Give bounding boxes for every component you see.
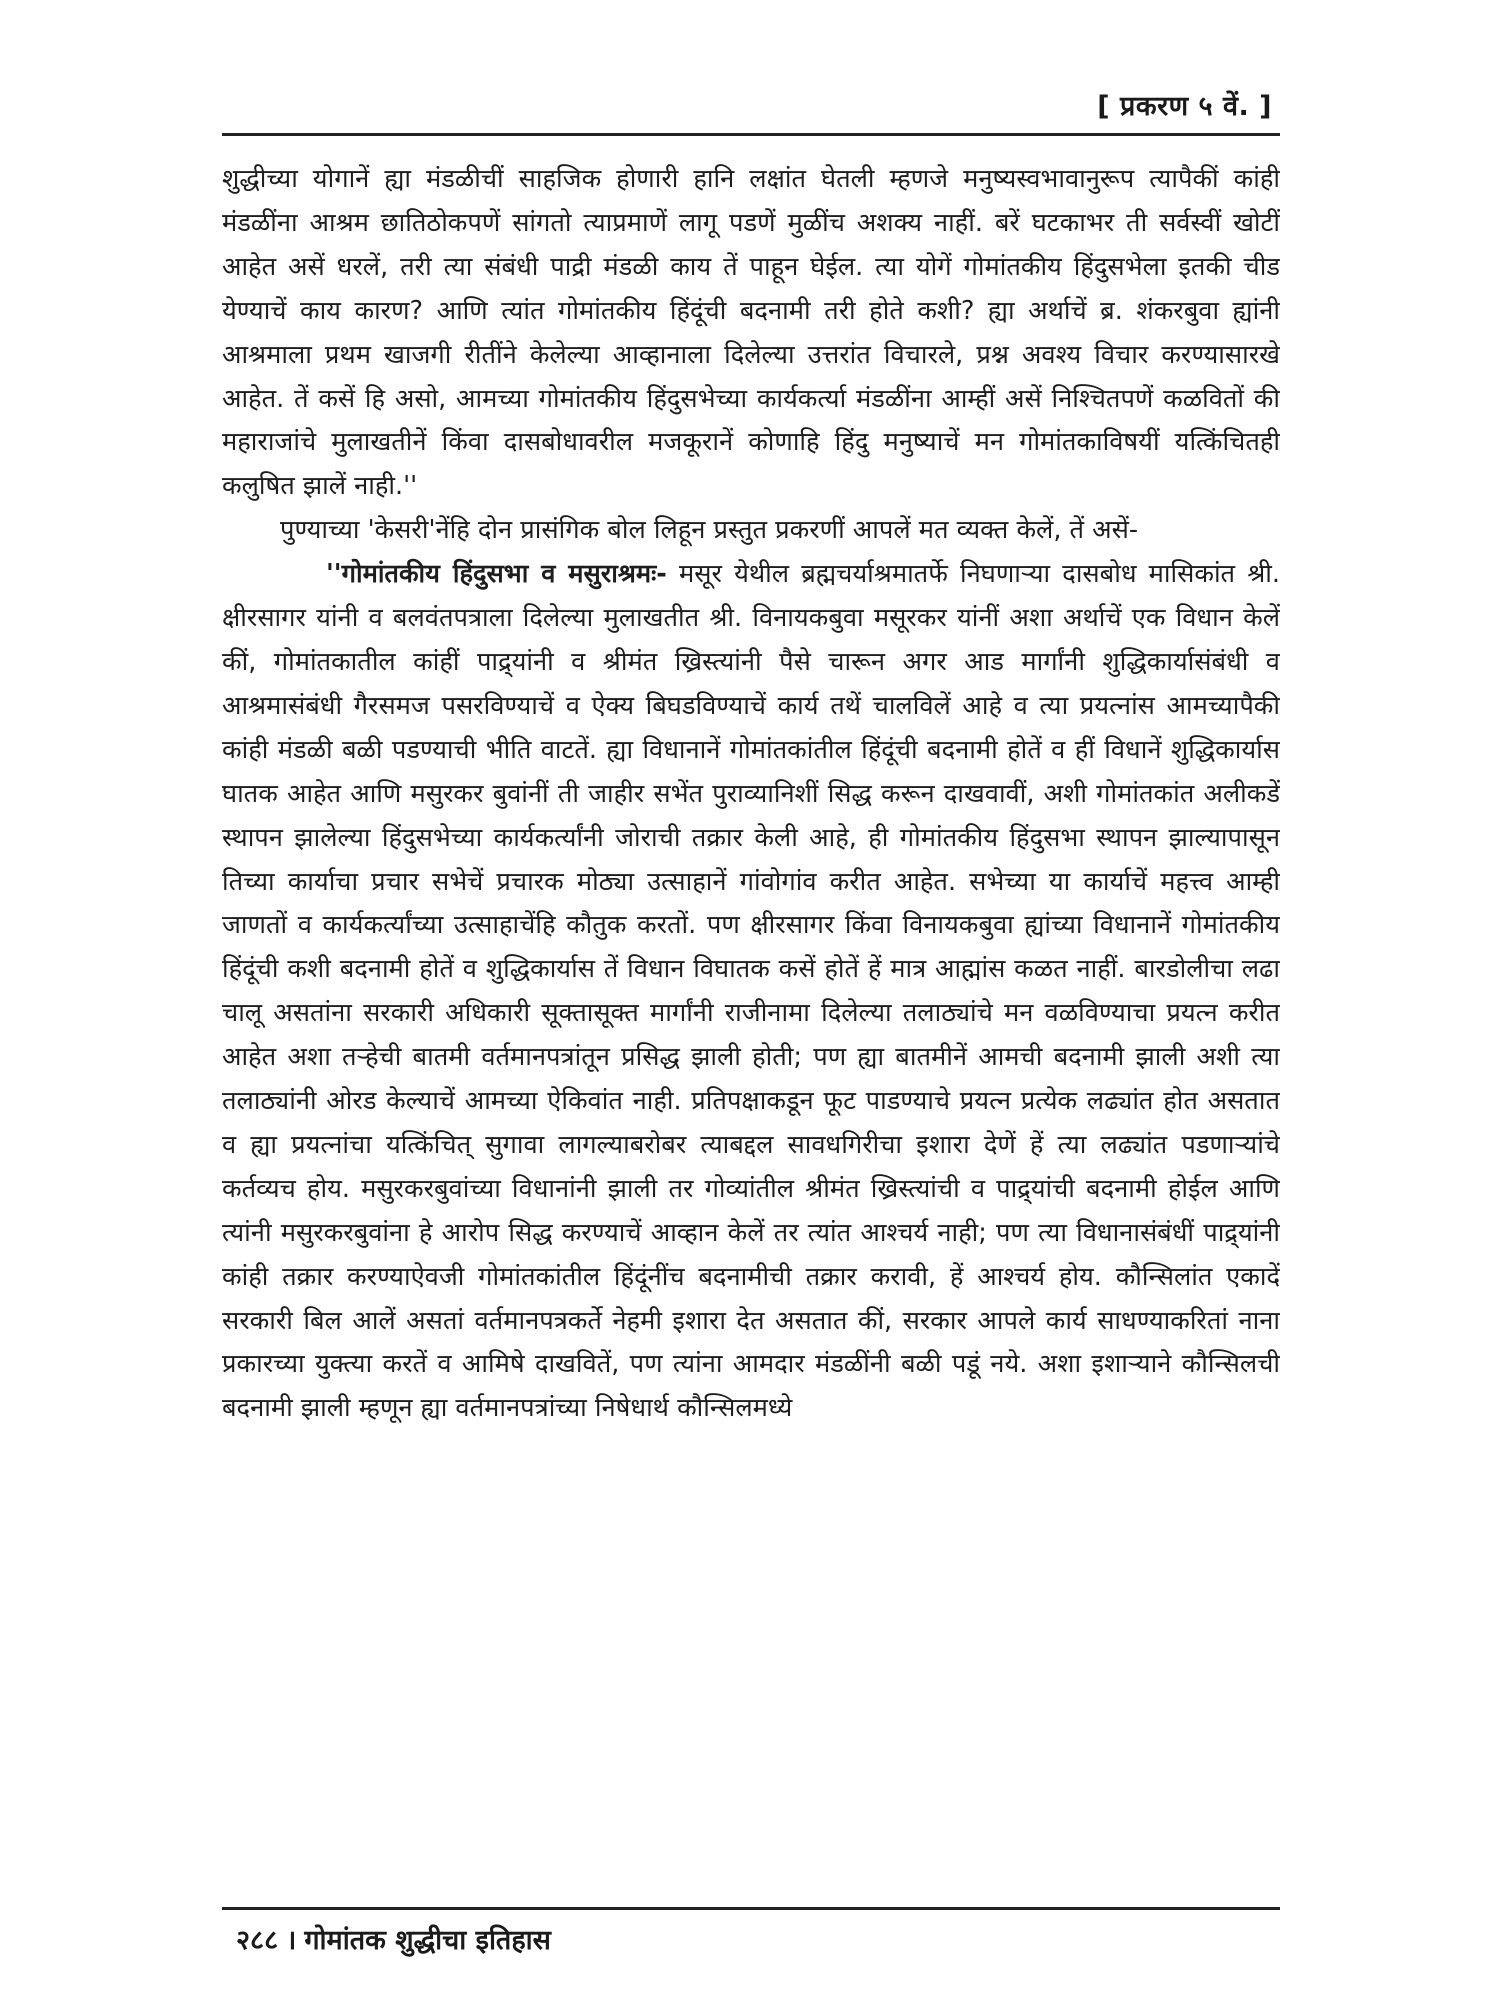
book-title: गोमांतक शुद्धीचा इतिहास [304, 1925, 551, 1956]
footer-separator: । [286, 1925, 297, 1956]
paragraph-3-text: मसूर येथील ब्रह्मचर्याश्रमातर्फे निघणाऱ्या दासबोध मासिकांत श्री. क्षीरसागर यांनी व बलवंतपत्राला दिलेल्या मुलाखतीत श्री. विनायकबुवा मसूरकर यांनीं अशा अर्थाचें एक विधान केलें कीं, गोमांतकातील कांहीं पाद्र्यांनी व श्रीमंत ख्रिस्त्यांनी पैसे चारून अगर आड मार्गांनी शुद्धिकार्यासंबंधी व आश्रमासंबंधी गैरसमज पसरविण्याचें व ऐक्य बिघडविण्याचें कार्य तथें चालविलें आहे व त्या प्रयत्नांस आमच्यापैकी कांही मंडळी बळी पडण्याची भीति वाटतें. ह्या विधानानें गोमांतकांतील हिंदूंची बदनामी होतें व हीं विधानें शुद्धिकार्यास घातक आहेत आणि मसुरकर बुवांनीं ती जाहीर सभेंत पुराव्यानिशीं सिद्ध करून दाखवावीं, अशी गोमांतकांत अलीकडें स्थापन झालेल्या हिंदुसभेच्या कार्यकर्त्यांनी जोराची तक्रार केली आहे, ही गोमांतकीय हिंदुसभा स्थापन झाल्यापासून तिच्या कार्याचा प्रचार सभेचें प्रचारक मोठ्या उत्साहानें गांवोगांव करीत आहेत. सभेच्या या कार्याचें महत्त्व आम्ही जाणतों व कार्यकर्त्यांच्या उत्साहाचेंहि कौतुक करतों. पण क्षीरसागर किंवा विनायकबुवा ह्यांच्या विधानानें गोमांतकीय हिंदूंची कशी बदनामी होतें व शुद्धिकार्यास तें विधान विघातक कसें होतें हें मात्र आह्मांस कळत नाहीं. बारडोलीचा लढा चालू असतांना सरकारी अधिकारी सूक्तासूक्त मार्गांनी राजीनामा दिलेल्या तलाठ्यांचे मन वळविण्याचा प्रयत्न करीत आहेत अशा तऱ्हेची बातमी वर्तमानपत्रांतून प्रसिद्ध झाली होती; पण ह्या बातमीनें आमची बदनामी झाली अशी त्या तलाठ्यांनी ओरड केल्याचें आमच्या ऐकिवांत नाही. प्रतिपक्षाकडून फूट पाडण्याचे प्रयत्न प्रत्येक लढ्यांत होत असतात व ह्या प्रयत्नांचा यत्किंचित् सुगावा लागल्याबरोबर त्याबद्दल सावधगिरीचा इशारा देणें हें त्या लढ्यांत पडणाऱ्यांचे कर्तव्यच होय. मसुरकरबुवांच्या विधानांनी झाली तर गोव्यांतील श्रीमंत ख्रिस्त्यांची व पाद्र्यांची बदनामी होईल आणि त्यांनी मसुरकरबुवांना हे आरोप सिद्ध करण्याचें आव्हान केलें तर त्यांत आश्चर्य नाही; पण त्या विधानासंबंधीं पाद्र्यांनी कांही तक्रार करण्याऐवजी गोमांतकांतील हिंदूंनींच बदनामीची तक्रार करावी, हें आश्चर्य होय. कौन्सिलांत एकादें सरकारी बिल आलें असतां वर्तमानपत्रकर्ते नेहमी इशारा देत असतात कीं, सरकार आपले कार्य साधण्याकरितां नाना प्रकारच्या युक्त्या करतें व आमिषे दाखवितें, पण त्यांना आमदार मंडळींनी बळी पडूं नये. अशा इशाऱ्याने कौन्सिलची बदनामी झाली म्हणून ह्या वर्तमानपत्रांच्या निषेधार्थ कौन्सिलमध्ये [222, 559, 1280, 1424]
page-footer [236, 1920, 551, 1957]
page-body [222, 158, 1280, 1898]
paragraph-2: पुण्याच्या 'केसरी'नेंहि दोन प्रासंगिक बोल लिहून प्रस्तुत प्रकरणीं आपलें मत व्यक्त केलें, तें असें- [280, 515, 1139, 546]
section-heading: ''गोमांतकीय हिंदुसभा व मसुराश्रमः- [326, 559, 667, 590]
page-number: २८८ [236, 1925, 279, 1956]
chapter-label: [ प्रकरण ५ वें. ] [1097, 91, 1272, 122]
header-rule [222, 133, 1280, 136]
paragraph-1: शुद्धीच्या योगानें ह्या मंडळीचीं साहजिक होणारी हानि लक्षांत घेतली म्हणजे मनुष्यस्वभावानुरूप त्यापैकीं कांही मंडळींना आश्रम छातिठोकपणें सांगतो त्याप्रमाणें लागू पडणें मुळींच अशक्य नाहीं. बरें घटकाभर ती सर्वस्वीं खोटीं आहेत असें धरलें, तरी त्या संबंधी पाद्री मंडळी काय तें पाहून घेईल. त्या योगें गोमांतकीय हिंदुसभेला इतकी चीड येण्याचें काय कारण? आणि त्यांत गोमांतकीय हिंदूंची बदनामी तरी होते कशी? ह्या अर्थाचें ब्र. शंकरबुवा ह्यांनी आश्रमाला प्रथम खाजगी रीतींने केलेल्या आव्हानाला दिलेल्या उत्तरांत विचारले, प्रश्न अवश्य विचार करण्यासारखे आहेत. तें कसें हि असो, आमच्या गोमांतकीय हिंदुसभेच्या कार्यकर्त्या मंडळींना आम्हीं असें निश्चितपणें कळवितों की महाराजांचे मुलाखतीनें किंवा दासबोधावरील मजकूरानें कोणाहि हिंदु मनुष्याचें मन गोमांतकाविषयीं यत्किंचितही कलुषित झालें नाही.'' [222, 164, 1280, 502]
paragraph-3 [222, 553, 1280, 1431]
footer-rule [222, 1907, 1280, 1910]
